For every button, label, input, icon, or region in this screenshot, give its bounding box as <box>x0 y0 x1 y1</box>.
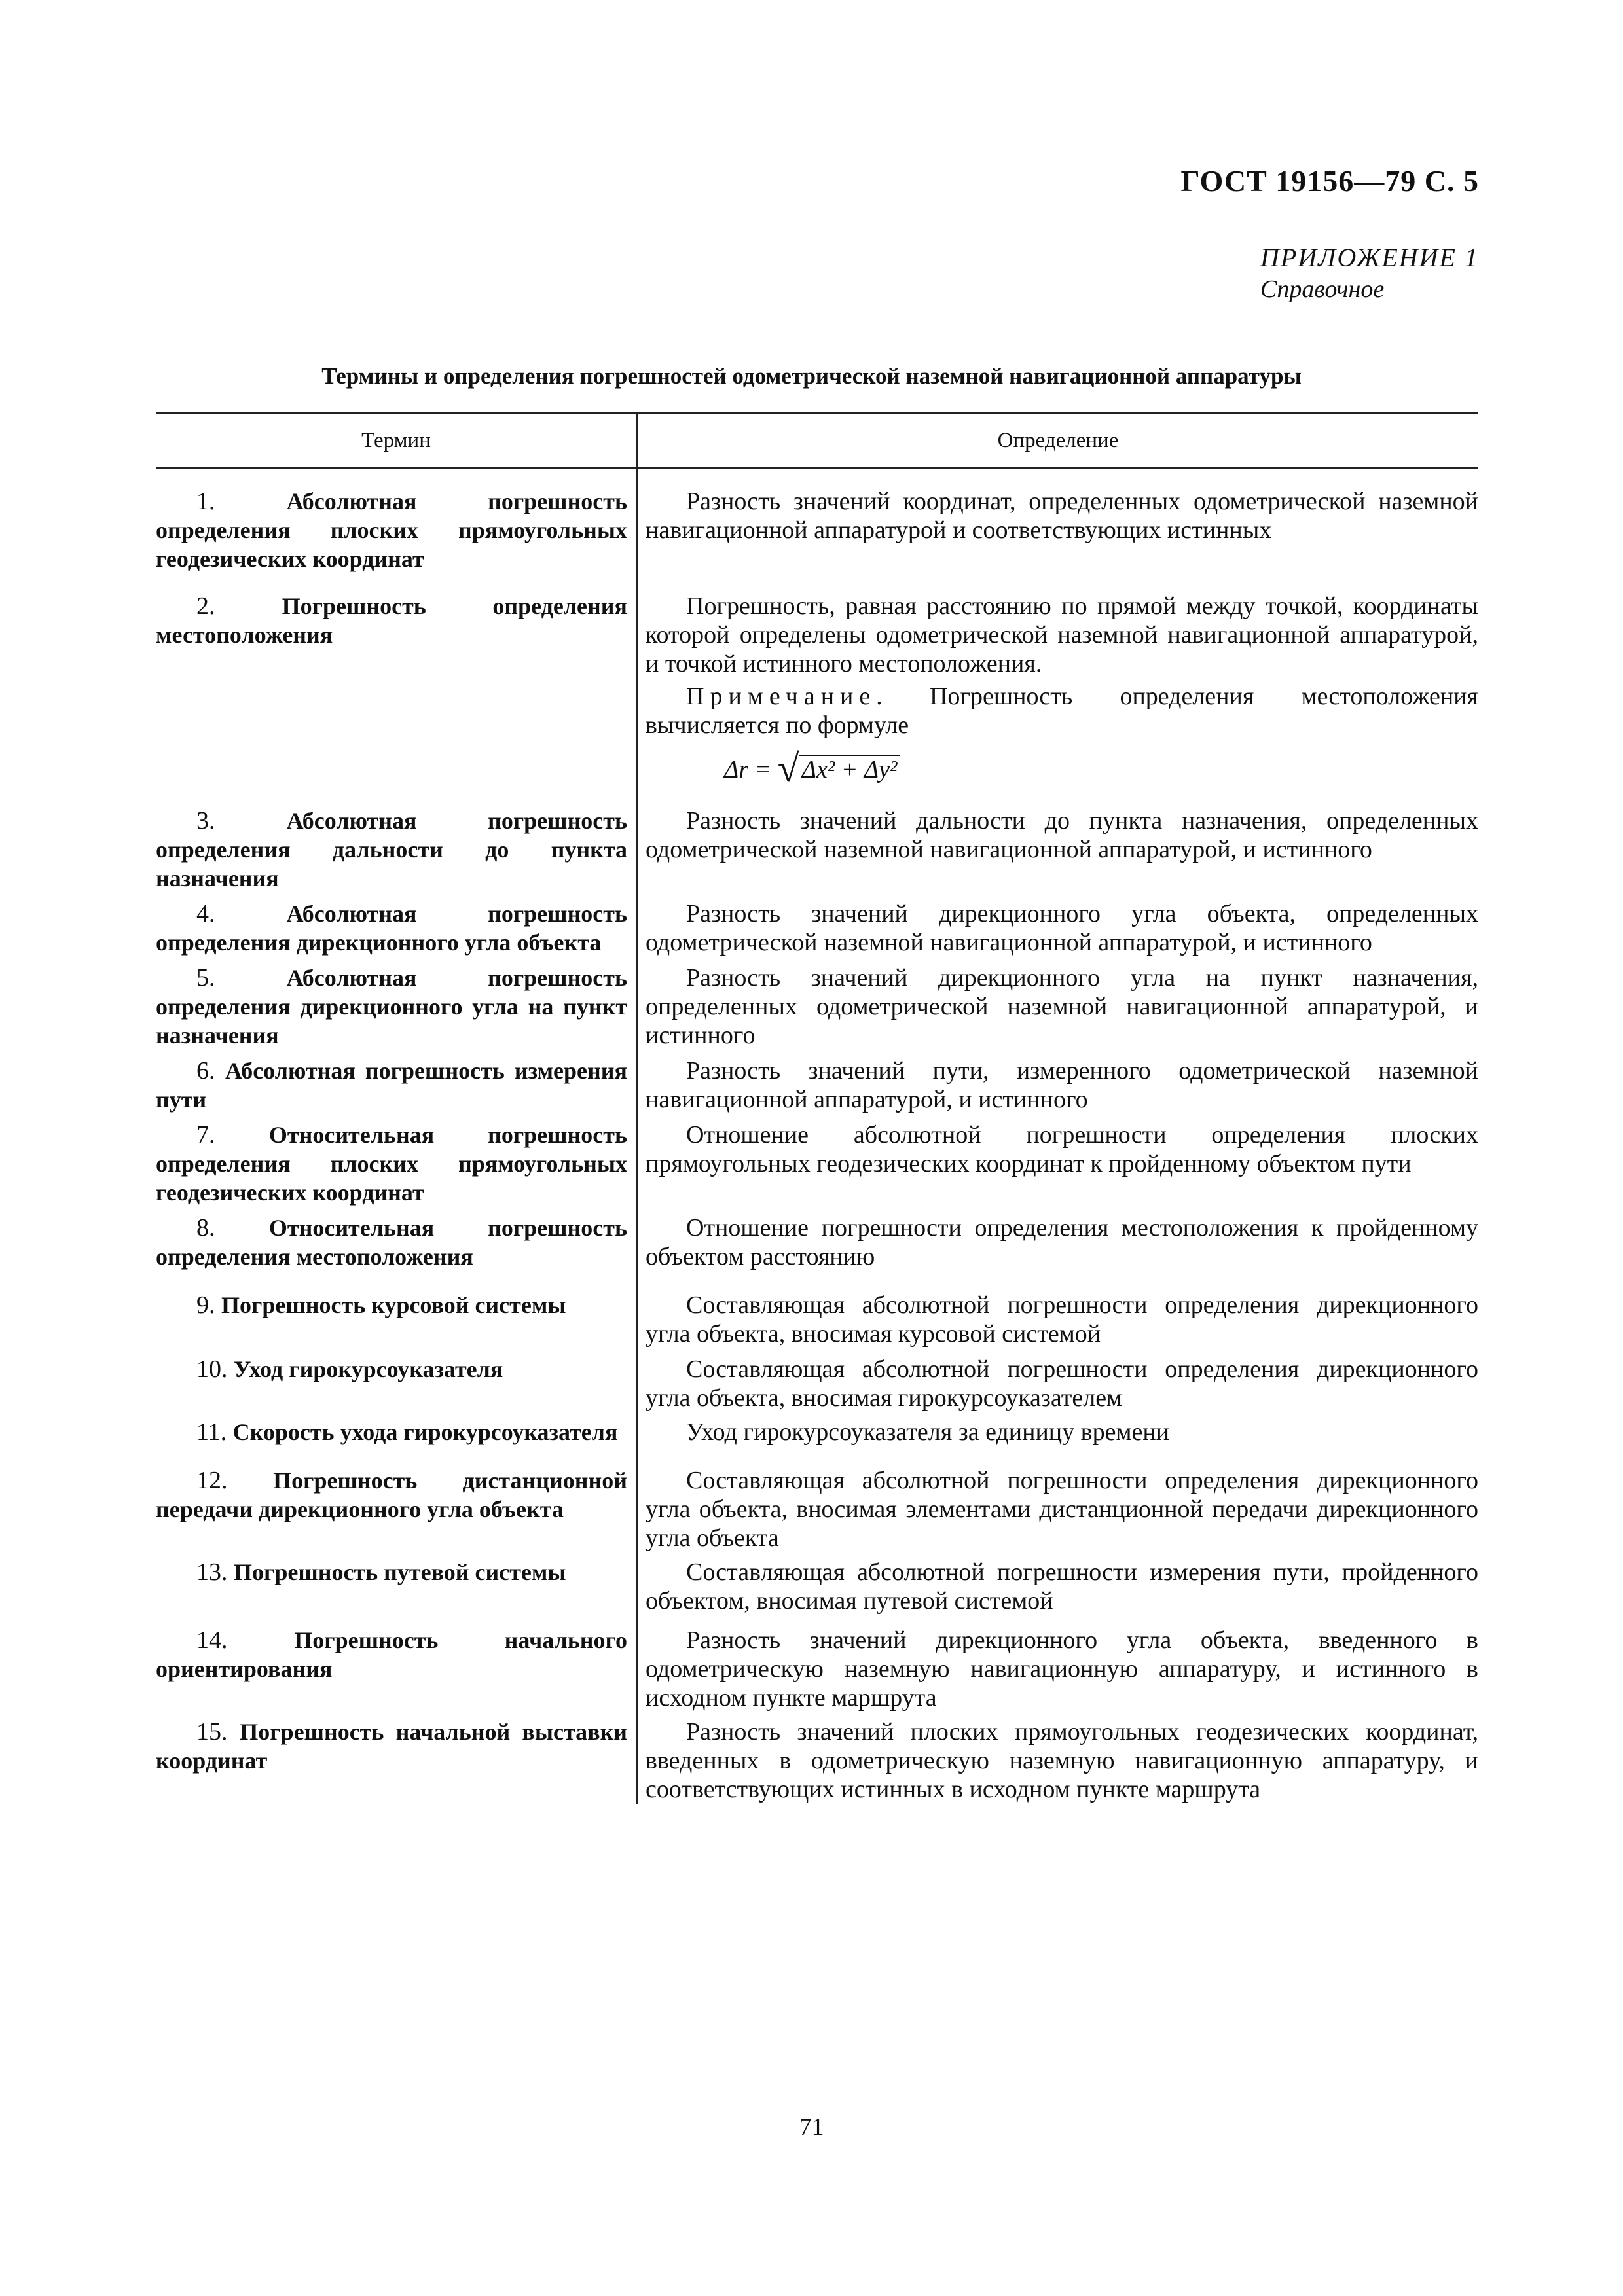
table-gap-row <box>156 1712 1478 1717</box>
table-gap-row <box>156 1446 1478 1466</box>
definition-text: Уход гирокурсоуказателя за единицу времени <box>686 1418 1170 1446</box>
definition-text: Отношение погрешности определения местоположения к пройденному объектом расстоянию <box>646 1214 1478 1270</box>
definition-text: Разность значений дирекционного угла объекта, определенных одометрической наземной навигационной аппаратурой, и истинного <box>646 900 1478 956</box>
term-number: 1. <box>196 488 215 515</box>
note-text: . Погрешность определения местоположения вычисляется по формуле <box>646 683 1478 739</box>
term-cell <box>156 1355 637 1412</box>
term-number: 8. <box>196 1214 215 1242</box>
term-text: Скорость ухода гирокурсоуказателя <box>232 1419 618 1445</box>
table-spacer-row <box>156 468 1478 487</box>
term-text: Погрешность курсовой системы <box>221 1292 566 1318</box>
definition-text: Разность значений пути, измеренного одометрической наземной навигационной аппаратурой, и истинного <box>646 1057 1478 1113</box>
term-number: 9. <box>196 1291 215 1319</box>
term-cell <box>156 1558 637 1615</box>
table-gap-row <box>156 1412 1478 1418</box>
table-gap-row <box>156 1615 1478 1626</box>
table-row <box>156 1717 1478 1804</box>
term-text: Уход гирокурсоуказателя <box>234 1356 503 1382</box>
term-number: 2. <box>196 592 215 620</box>
definition-cell <box>637 1121 1478 1207</box>
table-gap-row <box>156 1207 1478 1213</box>
term-cell <box>156 1626 637 1712</box>
definition-cell <box>637 1626 1478 1712</box>
note <box>646 682 1478 740</box>
term-text: Погрешность определения местоположения <box>156 593 627 648</box>
term-cell <box>156 487 637 573</box>
appendix-subtitle: Справочное <box>1260 276 1385 303</box>
table-row <box>156 1291 1478 1348</box>
column-header-definition: Определение <box>637 413 1478 468</box>
table-row <box>156 963 1478 1050</box>
definition-text: Составляющая абсолютной погрешности определения дирекционного угла объекта, вносимая курсовой системой <box>646 1291 1478 1348</box>
appendix-title: ПРИЛОЖЕНИЕ 1 <box>1260 243 1479 272</box>
term-cell <box>156 1213 637 1271</box>
term-cell <box>156 1056 637 1114</box>
table-row <box>156 1558 1478 1615</box>
formula <box>646 747 1478 790</box>
table-gap-row <box>156 573 1478 592</box>
table-gap-row <box>156 893 1478 899</box>
definition-cell <box>637 1056 1478 1114</box>
appendix-label <box>1260 242 1479 305</box>
terms-table <box>156 412 1478 1804</box>
term-number: 14. <box>196 1626 228 1654</box>
definition-cell <box>637 806 1478 893</box>
square-root <box>777 747 900 790</box>
term-cell <box>156 592 637 789</box>
term-number: 7. <box>196 1121 215 1149</box>
table-row <box>156 1626 1478 1712</box>
term-number: 11. <box>196 1418 227 1446</box>
definition-text: Разность значений дирекционного угла на пункт назначения, определенных одометрической наземной навигационной аппаратурой, и истинного <box>646 964 1478 1049</box>
term-cell <box>156 1121 637 1207</box>
column-header-term: Термин <box>156 413 637 468</box>
table-row <box>156 592 1478 789</box>
formula-rhs: Δx² + Δy² <box>799 755 900 783</box>
definition-cell <box>637 1717 1478 1804</box>
definition-text: Составляющая абсолютной погрешности определения дирекционного угла объекта, вносимая элементами дистанционной передачи дирекционного угла объекта <box>646 1467 1478 1552</box>
term-number: 3. <box>196 807 215 834</box>
term-text: Абсолютная погрешность определения дальности до пункта назначения <box>156 808 628 891</box>
definition-cell <box>637 1418 1478 1446</box>
table-row <box>156 1056 1478 1114</box>
definition-text: Отношение абсолютной погрешности определения плоских прямоугольных геодезических координат к пройденному объектом пути <box>646 1121 1478 1177</box>
page-header: ГОСТ 19156—79 С. 5 <box>1180 164 1479 198</box>
definition-cell <box>637 1558 1478 1615</box>
table-row <box>156 1355 1478 1412</box>
definition-cell <box>637 899 1478 957</box>
definition-cell <box>637 487 1478 573</box>
table-row <box>156 1466 1478 1552</box>
term-text: Погрешность путевой системы <box>234 1559 566 1585</box>
term-text: Погрешность начального ориентирования <box>156 1627 627 1682</box>
table-row <box>156 1213 1478 1271</box>
term-cell <box>156 1466 637 1552</box>
term-number: 13. <box>196 1558 228 1586</box>
term-cell <box>156 899 637 957</box>
table-header-row <box>156 413 1478 468</box>
formula-lhs: Δr = <box>724 756 772 783</box>
table-gap-row <box>156 1552 1478 1558</box>
term-cell <box>156 806 637 893</box>
table-row <box>156 487 1478 573</box>
term-text: Абсолютная погрешность определения дирекционного угла на пункт назначения <box>156 965 628 1049</box>
term-text: Относительная погрешность определения местоположения <box>156 1215 627 1270</box>
definition-text: Разность значений плоских прямоугольных геодезических координат, введенных в одометрическую наземную навигационную аппаратуру, и соответствующих истинных в исходном пункте маршрута <box>646 1718 1478 1803</box>
definition-cell <box>637 1213 1478 1271</box>
term-number: 4. <box>196 900 215 927</box>
term-cell <box>156 1291 637 1348</box>
table-row <box>156 1121 1478 1207</box>
term-text: Погрешность дистанционной передачи дирекционного угла объекта <box>156 1467 627 1522</box>
note-label: Примечание <box>686 683 877 710</box>
table-row <box>156 899 1478 957</box>
table-gap-row <box>156 1050 1478 1056</box>
table-gap-row <box>156 957 1478 963</box>
radical-icon: √ <box>777 747 799 790</box>
definition-text: Составляющая абсолютной погрешности определения дирекционного угла объекта, вносимая гирокурсоуказателем <box>646 1355 1478 1412</box>
term-text: Погрешность начальной выставки координат <box>156 1719 627 1774</box>
table-gap-row <box>156 1114 1478 1121</box>
term-number: 5. <box>196 964 215 992</box>
definition-text: Разность значений дальности до пункта назначения, определенных одометрической наземной навигационной аппаратурой, и истинного <box>646 807 1478 863</box>
definition-cell <box>637 592 1478 789</box>
definition-text: Погрешность, равная расстоянию по прямой между точкой, координаты которой определены одометрической наземной навигационной аппаратурой, и точкой истинного местоположения. <box>646 592 1478 677</box>
term-cell <box>156 1717 637 1804</box>
term-number: 15. <box>196 1718 228 1746</box>
term-cell <box>156 963 637 1050</box>
table-row <box>156 1418 1478 1446</box>
table-gap-row <box>156 1271 1478 1291</box>
table-gap-row <box>156 1348 1478 1355</box>
definition-cell <box>637 1291 1478 1348</box>
term-number: 6. <box>196 1057 215 1085</box>
page-number: 71 <box>799 2113 824 2141</box>
term-text: Абсолютная погрешность измерения пути <box>156 1058 627 1113</box>
definition-text: Разность значений координат, определенных одометрической наземной навигационной аппаратурой и соответствующих истинных <box>646 488 1478 544</box>
definition-text: Составляющая абсолютной погрешности измерения пути, пройденного объектом, вносимая путевой системой <box>646 1558 1478 1615</box>
table-row <box>156 806 1478 893</box>
term-cell <box>156 1418 637 1446</box>
table-title: Термины и определения погрешностей одометрической наземной навигационной аппаратуры <box>321 363 1302 389</box>
term-text: Относительная погрешность определения плоских прямоугольных геодезических координат <box>156 1122 627 1206</box>
definition-cell <box>637 1466 1478 1552</box>
definition-cell <box>637 963 1478 1050</box>
term-text: Абсолютная погрешность определения дирекционного угла объекта <box>156 901 628 956</box>
term-text: Абсолютная погрешность определения плоских прямоугольных геодезических координат <box>156 488 628 572</box>
term-number: 12. <box>196 1467 228 1494</box>
definition-cell <box>637 1355 1478 1412</box>
term-number: 10. <box>196 1355 228 1383</box>
definition-text: Разность значений дирекционного угла объекта, введенного в одометрическую наземную навигационную аппаратуру, и истинного в исходном пункте маршрута <box>646 1626 1478 1712</box>
table-gap-row <box>156 789 1478 806</box>
